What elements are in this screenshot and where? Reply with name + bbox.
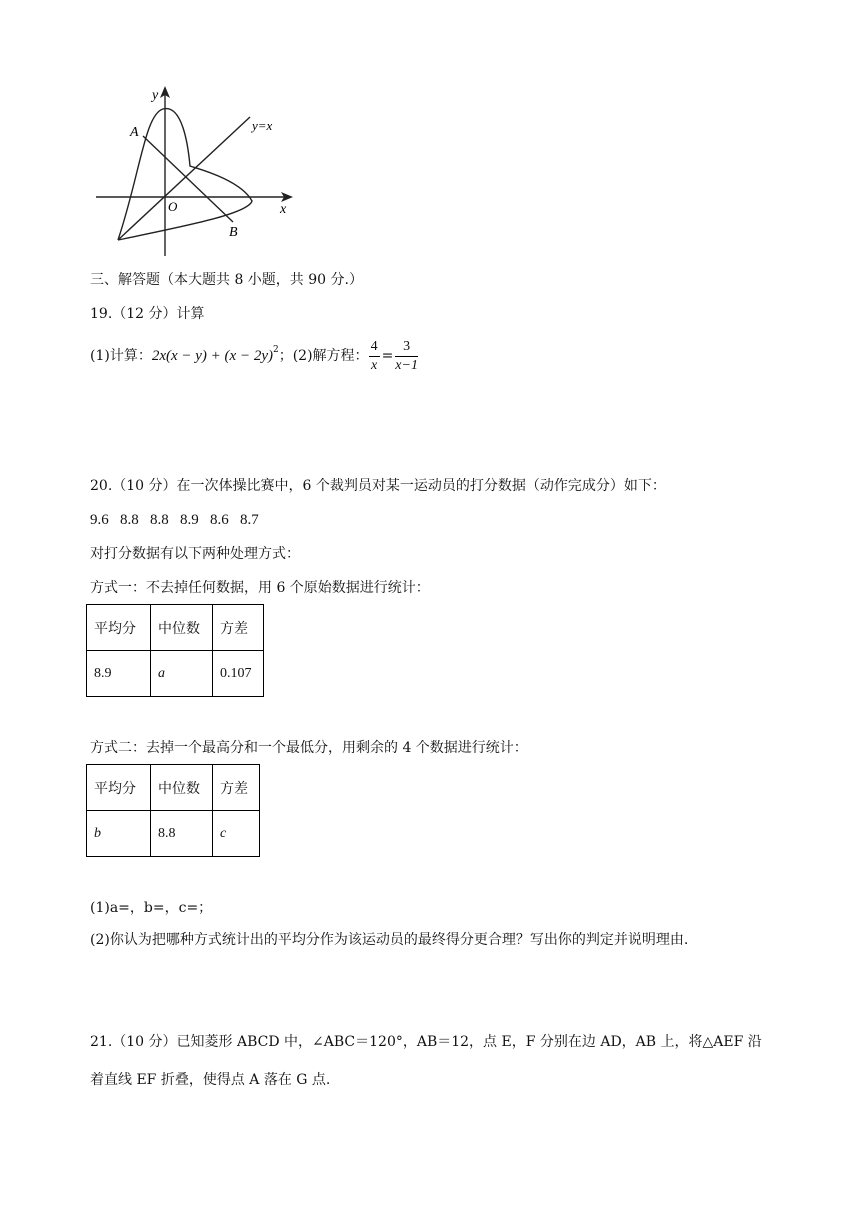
table-cell: c [213, 811, 260, 857]
table-cell: 8.9 [87, 651, 151, 697]
table-row [87, 811, 260, 857]
q19-fraction-lhs [369, 338, 380, 375]
q20-method1-label: 方式一：不去掉任何数据，用 6 个原始数据进行统计： [90, 580, 430, 596]
q19-separator: ； [278, 348, 293, 364]
q21-line2: 着直线 EF 折叠，使得点 A 落在 G 点. [90, 1072, 331, 1088]
q19-title: 19.（12 分）计算 [90, 306, 205, 322]
q20-part1: (1)a=，b=，c=； [90, 900, 213, 916]
table-header-cell: 方差 [213, 605, 264, 651]
q19-equals: = [381, 348, 394, 364]
table-cell: 8.8 [151, 811, 213, 857]
q21-line1: 21.（10 分）已知菱形 ABCD 中，∠ABC＝120°，AB＝12，点 E，F 分别在边 AD，AB 上，将△AEF 沿 [90, 1034, 762, 1050]
q19-fraction-rhs [395, 338, 418, 375]
table-cell: b [87, 811, 151, 857]
q20-part2: (2)你认为把哪种方式统计出的平均分作为该运动员的最终得分更合理？写出你的判定并说明理由. [90, 932, 689, 948]
q19-rhs-numerator: 3 [395, 338, 418, 357]
label-A: A [130, 125, 139, 140]
q19-part2-prefix: (2)解方程： [292, 348, 369, 364]
table-cell: a [151, 651, 213, 697]
label-y: y [152, 88, 159, 103]
label-O: O [168, 199, 178, 214]
label-B: B [229, 225, 238, 240]
q19-lhs-denominator: x [370, 357, 378, 373]
table-cell: 0.107 [213, 651, 264, 697]
label-line: y=x [252, 118, 273, 133]
label-x: x [280, 202, 287, 217]
q20-table-method2 [86, 764, 260, 857]
table-row [87, 765, 260, 811]
section-heading: 三、解答题（本大题共 8 小题，共 90 分.） [90, 272, 363, 288]
q19-part1-exponent: 2 [272, 345, 279, 355]
q19-lhs-numerator: 4 [369, 338, 380, 357]
table-header-cell: 中位数 [151, 765, 213, 811]
q20-table-method1 [86, 604, 264, 697]
q20-scores: 9.6 8.8 8.8 8.9 8.6 8.7 [90, 512, 259, 528]
table-header-cell: 中位数 [151, 605, 213, 651]
q20-method2-label: 方式二：去掉一个最高分和一个最低分，用剩余的 4 个数据进行统计： [90, 740, 528, 756]
table-header-cell: 平均分 [87, 765, 151, 811]
table-row [87, 605, 264, 651]
q19-part1-prefix: (1)计算： [90, 348, 152, 364]
table-header-cell: 平均分 [87, 605, 151, 651]
table-row [87, 651, 264, 697]
function-graph-figure [90, 84, 300, 264]
q20-intro: 对打分数据有以下两种处理方式： [90, 546, 300, 562]
q20-title: 20.（10 分）在一次体操比赛中，6 个裁判员对某一运动员的打分数据（动作完成分）如下： [90, 478, 666, 494]
q19-part1-expression: 2x(x − y) + (x − 2y) [151, 348, 273, 364]
q19-parts [90, 336, 418, 376]
q19-rhs-denominator: x−1 [395, 357, 418, 373]
table-header-cell: 方差 [213, 765, 260, 811]
